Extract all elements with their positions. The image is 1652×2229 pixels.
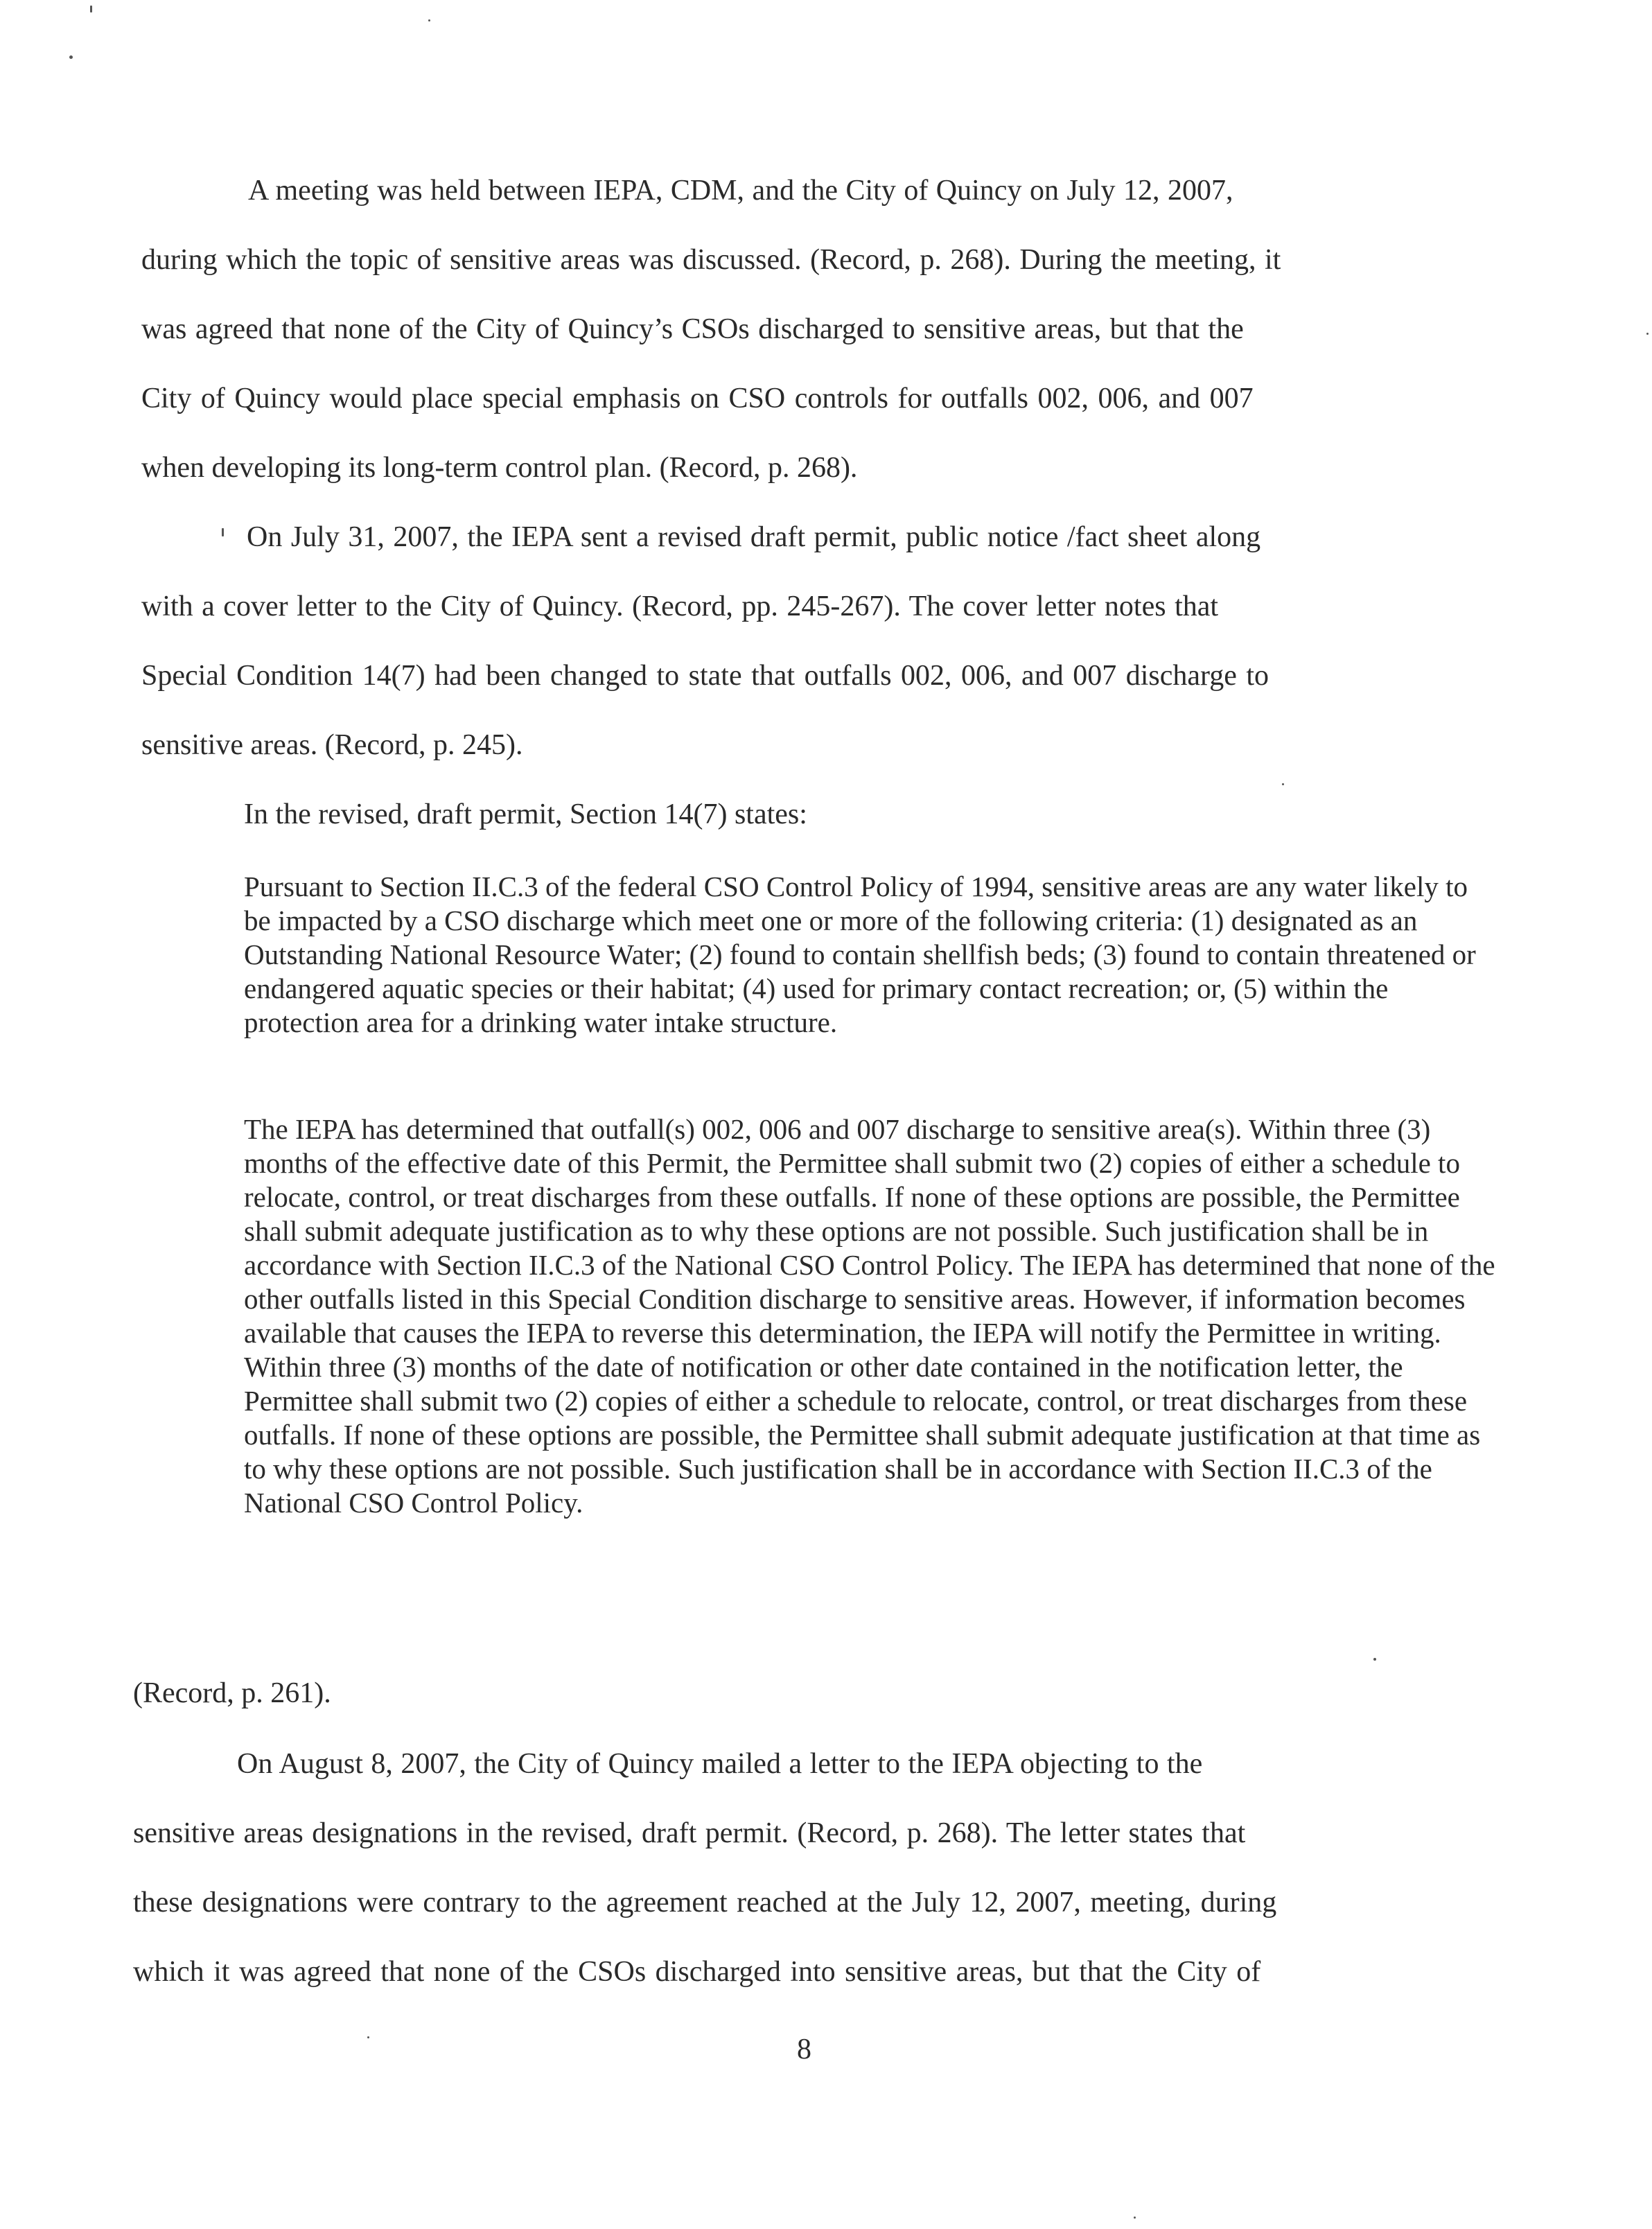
paragraph-1-line-4: City of Quincy would place special emphasis on CSO controls for outfalls 002, 006, and 007 — [141, 383, 1254, 414]
paragraph-4-line-3: these designations were contrary to the agreement reached at the July 12, 2007, meeting, during — [133, 1887, 1277, 1918]
scan-speck — [1134, 2217, 1136, 2219]
scan-speck — [367, 2036, 369, 2038]
paragraph-4-line-1: On August 8, 2007, the City of Quincy mailed a letter to the IEPA objecting to the — [237, 1748, 1203, 1780]
quote-block-2: The IEPA has determined that outfall(s) 002, 006 and 007 discharge to sensitive area(s). Within three (3) months of the effective date of this Permit, the Permittee shall submit two (2) copies of either a schedule to relocate, control, or treat discharges from these outfalls. If none of these options are possible, the Permittee shall submit adequate justification as to why these options are not possible. Such justification shall be in accordance with Section II.C.3 of the National CSO Control Policy. The IEPA has determined that none of the other outfalls listed in this Special Condition discharge to sensitive areas. However, if information becomes available that causes the IEPA to reverse this determination, the IEPA will notify the Permittee in writing. Within three (3) months of the date of notification or other date contained in the notification letter, the Permittee shall submit two (2) copies of either a schedule to relocate, control, or treat discharges from these outfalls. If none of these options are possible, the Permittee shall submit adequate justification at that time as to why these options are not possible. Such justification shall be in accordance with Section II.C.3 of the National CSO Control Policy. — [244, 1113, 1495, 1519]
paragraph-4-line-2: sensitive areas designations in the revised, draft permit. (Record, p. 268). The letter states that — [133, 1817, 1246, 1849]
scan-speck — [1282, 783, 1284, 785]
page-number: 8 — [797, 2034, 811, 2065]
paragraph-2-line-1: On July 31, 2007, the IEPA sent a revised draft permit, public notice /fact sheet along — [247, 521, 1261, 553]
paragraph-3: In the revised, draft permit, Section 14(7) states: — [244, 798, 807, 830]
paragraph-2-line-2: with a cover letter to the City of Quincy. (Record, pp. 245-267). The cover letter notes that — [141, 591, 1219, 622]
scan-speck — [1373, 1658, 1376, 1661]
scan-speck — [1646, 333, 1649, 335]
record-citation: (Record, p. 261). — [133, 1677, 331, 1709]
paragraph-1-line-3: was agreed that none of the City of Quincy’s CSOs discharged to sensitive areas, but that the — [141, 313, 1244, 345]
paragraph-1-line-5: when developing its long-term control plan. (Record, p. 268). — [141, 452, 858, 484]
scan-speck — [90, 6, 92, 12]
paragraph-2-line-4: sensitive areas. (Record, p. 245). — [141, 729, 523, 761]
paragraph-1-line-1: A meeting was held between IEPA, CDM, and the City of Quincy on July 12, 2007, — [248, 175, 1233, 207]
paragraph-2-line-3: Special Condition 14(7) had been changed to state that outfalls 002, 006, and 007 discharge to — [141, 660, 1269, 692]
quote-block-1: Pursuant to Section II.C.3 of the federal CSO Control Policy of 1994, sensitive areas are any water likely to be impacted by a CSO discharge which meet one or more of the following criteria: (1) designated as an Outstanding National Resource Water; (2) found to contain shellfish beds; (3) found to contain threatened or endangered aquatic species or their habitat; (4) used for primary contact recreation; or, (5) within the protection area for a drinking water intake structure. — [244, 871, 1476, 1038]
paragraph-4-line-4: which it was agreed that none of the CSOs discharged into sensitive areas, but that the City of — [133, 1956, 1261, 1988]
scan-speck — [69, 55, 73, 59]
scan-speck — [428, 19, 430, 21]
paragraph-1-line-2: during which the topic of sensitive areas was discussed. (Record, p. 268). During the meeting, it — [141, 244, 1281, 276]
scan-speck — [222, 528, 224, 536]
